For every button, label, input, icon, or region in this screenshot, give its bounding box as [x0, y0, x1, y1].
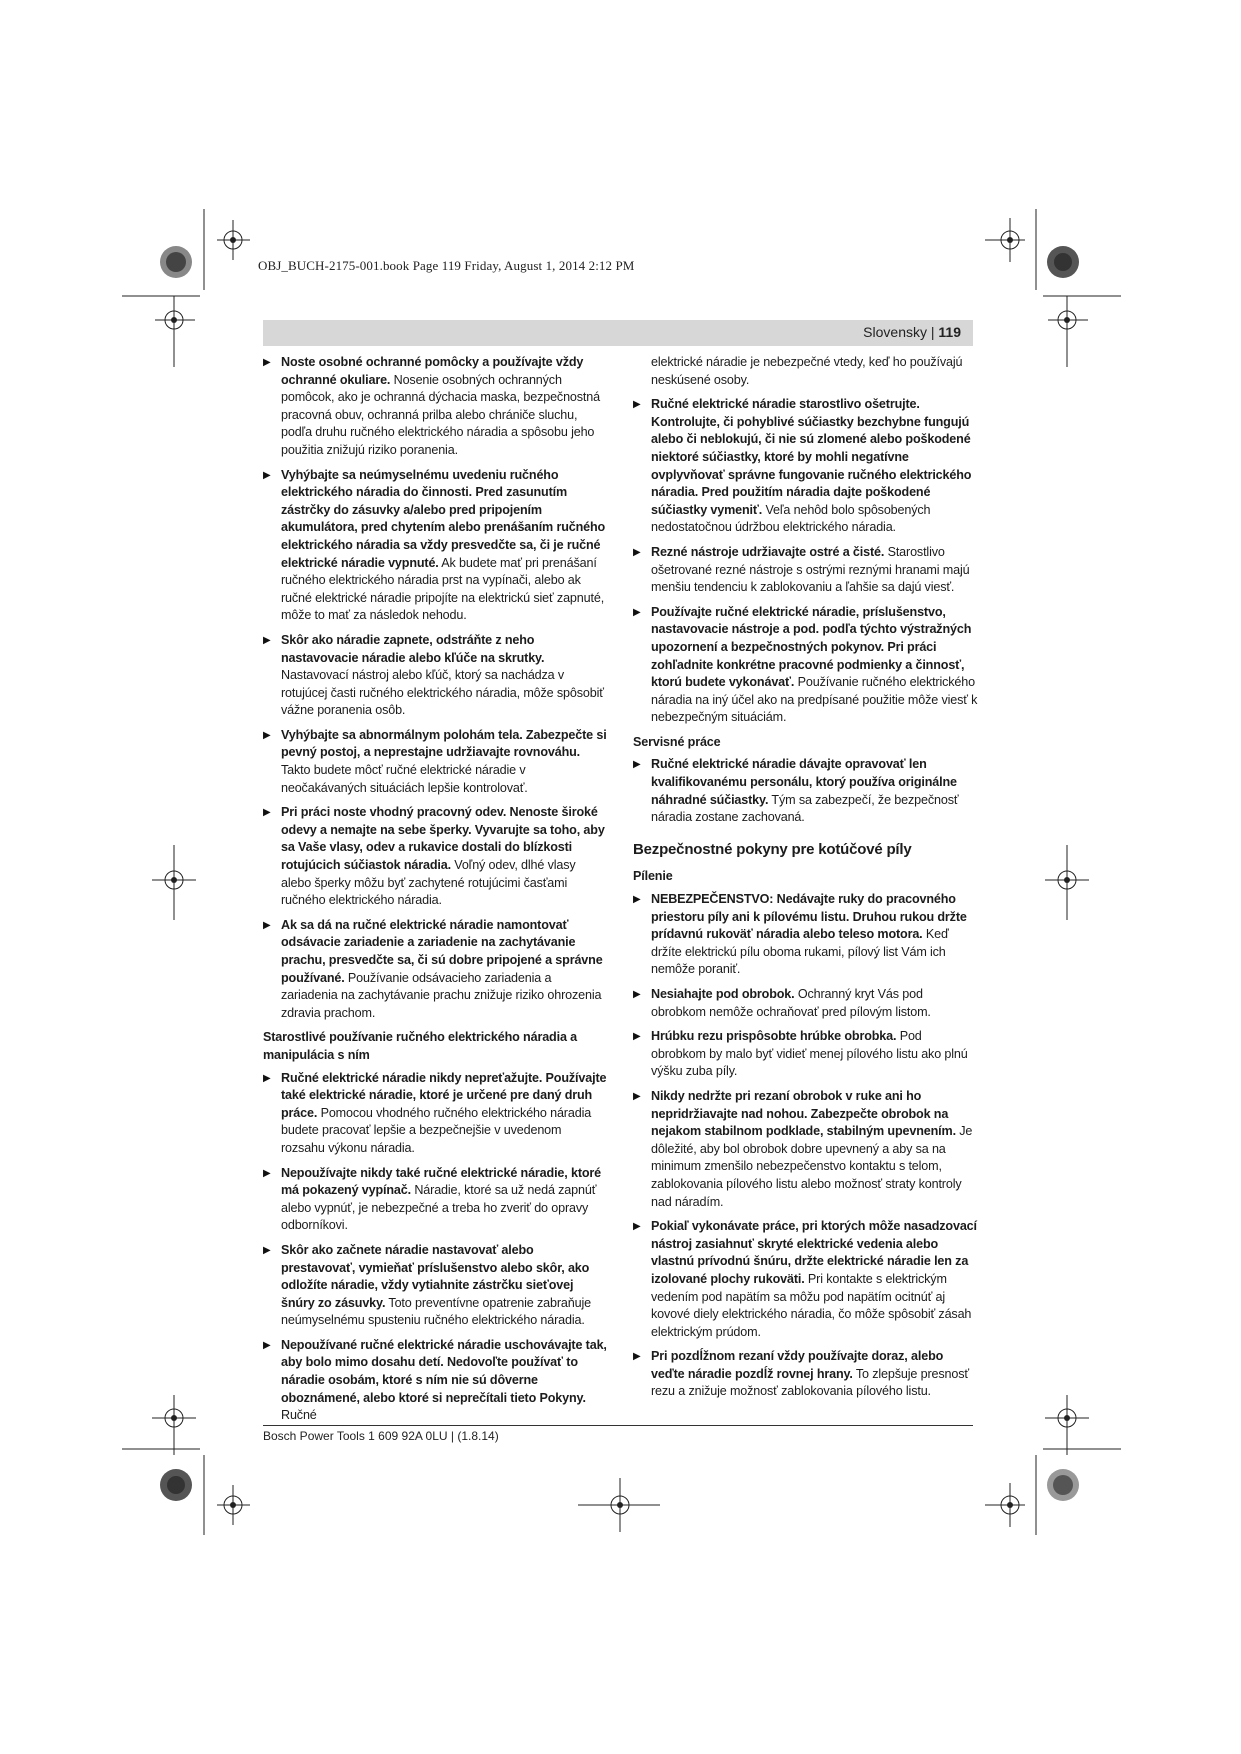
- continuation-text: elektrické náradie je nebezpečné vtedy, keď ho používajú neskúsené osoby.: [651, 355, 963, 387]
- item-bold: Ručné elektrické náradie nikdy nepreťažujte. Používajte také elektrické náradie, ktoré je určené pre daný druh práce.: [281, 1070, 607, 1120]
- subheading-service: Servisné práce: [633, 734, 721, 749]
- list-item: [263, 354, 608, 460]
- footer-divider: [263, 1425, 973, 1426]
- item-bold: Nepoužívajte nikdy také ručné elektrické náradie, ktoré má pokazený vypínač.: [281, 1165, 602, 1198]
- bullet-arrow-icon: ▶: [633, 1351, 641, 1363]
- item-text: Nosenie osobných ochranných pomôcok, ako je ochranná dýchacia maska, bezpečnostná pracovná obuv, ochranná prilba alebo chrániče sluchu, podľa druhu ručného elektrického náradia a spôsobu jeho použitia znižujú riziko poranenia.: [281, 372, 600, 457]
- item-text: To zlepšuje presnosť rezu a znižuje možnosť zablokovania pílového listu.: [651, 1366, 969, 1399]
- list-item: [263, 804, 608, 910]
- bullet-arrow-icon: ▶: [633, 1031, 641, 1043]
- bullet-arrow-icon: ▶: [633, 1090, 641, 1102]
- left-column: [263, 354, 608, 1432]
- item-text: Používanie odsávacieho zariadenia a zariadenia na zachytávanie prachu znižuje riziko ohrozenia zdravia prachom.: [281, 970, 602, 1020]
- item-text: Pri kontakte s elektrickým vedením pod napätím sa môžu pod napätím ocitnúť aj kovové diely elektrického náradia, čo môže spôsobiť zásah elektrickým prúdom.: [651, 1271, 972, 1339]
- item-text: Takto budete môcť ručné elektrické náradie v neočakávaných situáciách lepšie kontrolovať.: [281, 763, 528, 795]
- item-text: Ak budete mať pri prenášaní ručného elektrického náradia prst na vypínači, alebo ak ručné elektrické náradie pripojíte na elektrickú sieť zapnuté, môže to mať za následok nehodu.: [281, 555, 605, 623]
- bullet-arrow-icon: ▶: [263, 1167, 271, 1179]
- item-bold: Nesiahajte pod obrobok.: [651, 987, 795, 1001]
- bullet-arrow-icon: ▶: [263, 1339, 271, 1351]
- item-bold: Vyhýbajte sa abnormálnym polohám tela. Zabezpečte si pevný postoj, a neprestajne udržiavajte rovnováhu.: [281, 727, 607, 760]
- header-language: Slovensky: [863, 324, 927, 340]
- bullet-arrow-icon: ▶: [263, 634, 271, 646]
- item-text: Ručné: [281, 1408, 317, 1423]
- item-text: Pod obrobkom by malo byť vidieť menej pílového listu ako plnú výšku zuba píly.: [651, 1029, 968, 1079]
- list-item: [633, 1348, 978, 1401]
- item-text: Toto preventívne opatrenie zabraňuje neúmyselnému spusteniu ručného elektrického náradia.: [281, 1295, 591, 1328]
- list-item: [633, 544, 978, 597]
- list-item: [633, 396, 978, 537]
- bullet-arrow-icon: ▶: [263, 807, 271, 819]
- list-item: [263, 1070, 608, 1158]
- list-item: [633, 1218, 978, 1341]
- bullet-arrow-icon: ▶: [263, 919, 271, 931]
- list-item: [263, 727, 608, 797]
- item-bold: Vyhýbajte sa neúmyselnému uvedeniu ručného elektrického náradia do činnosti. Pred zasunutím zástrčky do zásuvky a/alebo pred pripojením akumulátora, pred chytením alebo prenášaním ručného elektrického náradia sa vždy presvedčte sa, či je ručné elektrické náradie vypnuté.: [281, 467, 606, 570]
- list-item: [633, 604, 978, 727]
- item-text: Starostlivo ošetrované rezné nástroje s ostrými reznými hranami majú menšiu tendenciu k zablokovaniu a ľahšie sa dajú viesť.: [651, 544, 970, 595]
- item-bold: Noste osobné ochranné pomôcky a používajte vždy ochranné okuliare.: [281, 355, 584, 387]
- bullet-arrow-icon: ▶: [263, 357, 271, 368]
- item-text: Keď držíte elektrickú pílu oboma rukami, pílový list Vám ich nemôže poraniť.: [651, 927, 949, 977]
- item-text: Tým sa zabezpečí, že bezpečnosť náradia zostane zachovaná.: [651, 792, 959, 825]
- item-text: Veľa nehôd bolo spôsobených nedostatočnou údržbou elektrického náradia.: [651, 502, 931, 535]
- right-column: [633, 354, 978, 1408]
- list-item: [633, 756, 978, 826]
- subheading-careful-use: Starostlivé používanie ručného elektrického náradia a manipulácia s ním: [263, 1030, 578, 1062]
- list-item: [263, 632, 608, 720]
- bullet-arrow-icon: ▶: [263, 469, 271, 481]
- page-header: [263, 320, 973, 346]
- bullet-arrow-icon: ▶: [633, 989, 641, 1000]
- item-bold: Skôr ako začnete náradie nastavovať alebo prestavovať, vymieňať príslušenstvo alebo skôr, ako odložíte náradie, vždy vytiahnite zástrčku sieťovej šnúry zo zásuvky.: [281, 1242, 590, 1310]
- item-bold: NEBEZPEČENSTVO: Nedávajte ruky do pracovného priestoru píly ani k pílovému listu. Druhou rukou držte prídavnú rukoväť náradia alebo teleso motora.: [651, 892, 967, 942]
- bullet-arrow-icon: ▶: [633, 399, 641, 411]
- item-bold: Pri práci noste vhodný pracovný odev. Nenoste široké odevy a nemajte na sebe šperky. Vyvarujte sa toho, aby sa Vaše vlasy, odev a rukavice dostali do blízkosti rotujúcich súčiastok náradia.: [281, 805, 605, 873]
- bullet-arrow-icon: ▶: [633, 546, 641, 558]
- subheading-cutting: Pílenie: [633, 869, 673, 884]
- item-bold: Ak sa dá na ručné elektrické náradie namontovať odsávacie zariadenie a zariadenie na zachytávanie prachu, presvedčte sa, či sú dobre pripojené a správne používané.: [281, 917, 603, 985]
- bullet-arrow-icon: ▶: [633, 1221, 641, 1233]
- list-item: [263, 467, 608, 625]
- item-bold: Pri pozdĺžnom rezaní vždy používajte doraz, alebo veďte náradie pozdĺž rovnej hrany.: [651, 1349, 944, 1381]
- item-bold: Nikdy nedržte pri rezaní obrobok v ruke ani ho nepridržiavajte nad nohou. Zabezpečte obrobok na nejakom stabilnom podklade, stabilným upevnením.: [651, 1088, 956, 1139]
- item-bold: Nepoužívané ručné elektrické náradie uschovávajte tak, aby bolo mimo dosahu detí. Nedovoľte používať to náradie osobám, ktoré s ním nie sú dôverne oboznámené, alebo ktoré si neprečítali tieto Pokyny.: [281, 1337, 607, 1405]
- page-footer: Bosch Power Tools 1 609 92A 0LU | (1.8.14): [263, 1429, 499, 1443]
- list-item: [633, 1088, 978, 1211]
- list-item: [263, 1337, 608, 1425]
- bullet-arrow-icon: ▶: [263, 729, 271, 741]
- section-heading-circular-saws: Bezpečnostné pokyny pre kotúčové píly: [633, 840, 912, 858]
- header-text: [863, 324, 961, 340]
- bullet-arrow-icon: ▶: [263, 1072, 271, 1084]
- bullet-arrow-icon: ▶: [633, 759, 641, 771]
- item-bold: Ručné elektrické náradie dávajte opravovať len kvalifikovanému personálu, ktorý používa originálne náhradné súčiastky.: [651, 757, 957, 807]
- list-item: [263, 1165, 608, 1235]
- item-text: Je dôležité, aby bol obrobok dobre upevnený a aby sa na minimum zmenšilo nebezpečenstvo kontaktu s telom, zablokovania pílového listu alebo možnosť straty kontroly nad náradím.: [651, 1124, 973, 1209]
- list-item: [633, 891, 978, 979]
- print-info-line: OBJ_BUCH-2175-001.book Page 119 Friday, August 1, 2014 2:12 PM: [258, 258, 635, 273]
- bullet-arrow-icon: ▶: [633, 894, 641, 906]
- item-text: Nastavovací nástroj alebo kľúč, ktorý sa nachádza v rotujúcej časti ručného elektrického náradia, môže spôsobiť vážne poranenia osôb.: [281, 668, 604, 718]
- item-bold: Pokiaľ vykonávate práce, pri ktorých môže nasadzovací nástroj zasiahnuť skryté elektrické vedenia alebo vlastnú prívodnú šnúru, držte elektrické náradie len za izolované plochy rukoväti.: [651, 1219, 977, 1286]
- list-item: [263, 1242, 608, 1330]
- item-bold: Skôr ako náradie zapnete, odstráňte z neho nastavovacie náradie alebo kľúče na skrutky.: [281, 632, 545, 665]
- item-bold: Ručné elektrické náradie starostlivo ošetrujte. Kontrolujte, či pohyblivé súčiastky bezchybne fungujú alebo či neblokujú, či nie sú zlomené alebo poškodené niektoré súčiastky, ktoré by mohli negatívne ovplyvňovať správne fungovanie ručného elektrického náradia. Pred použitím náradia dajte poškodené súčiastky vymeniť.: [651, 397, 972, 517]
- list-item: [263, 917, 608, 1023]
- item-bold: Hrúbku rezu prispôsobte hrúbke obrobka.: [651, 1029, 897, 1044]
- item-bold: Rezné nástroje udržiavajte ostré a čisté.: [651, 544, 885, 559]
- item-text: Pomocou vhodného ručného elektrického náradia budete pracovať lepšie a bezpečnejšie v uvedenom rozsahu výkonu náradia.: [281, 1105, 592, 1155]
- bullet-arrow-icon: ▶: [263, 1244, 271, 1256]
- item-text: Voľný odev, dlhé vlasy alebo šperky môžu byť zachytené rotujúcimi časťami ručného elektrického náradia.: [281, 858, 576, 908]
- list-item: [633, 986, 978, 1021]
- list-item: [633, 1028, 978, 1081]
- item-text: Používanie ručného elektrického náradia na iný účel ako na predpísané použitie môže viesť k nebezpečným situáciám.: [651, 675, 978, 725]
- header-separator: |: [926, 324, 939, 340]
- item-text: Ochranný kryt Vás pod obrobkom nemôže ochraňovať pred pílovým listom.: [651, 987, 931, 1019]
- page-number: 119: [938, 324, 961, 340]
- item-text: Náradie, ktoré sa už nedá zapnúť alebo vypnúť, je nebezpečné a treba ho zveriť do opravy odborníkovi.: [281, 1183, 597, 1233]
- item-bold: Používajte ručné elektrické náradie, príslušenstvo, nastavovacie nástroje a pod. podľa týchto výstražných upozornení a bezpečnostných pokynov. Pri práci zohľadnite konkrétne pracovné podmienky a činnosť, ktorú budete vykonávať.: [651, 604, 972, 690]
- bullet-arrow-icon: ▶: [633, 606, 641, 618]
